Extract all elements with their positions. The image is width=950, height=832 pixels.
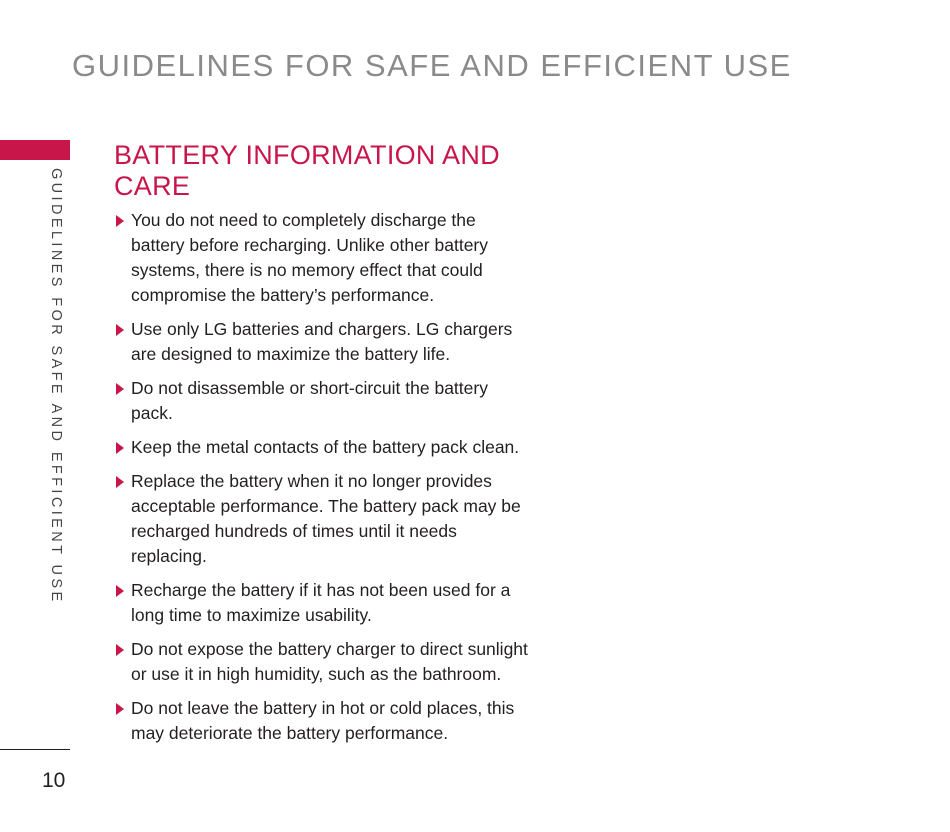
bullet-arrow-icon: [116, 476, 124, 488]
list-item-text: You do not need to completely discharge the battery before recharging. Unlike other battery systems, there is no memory effect that could compromise the battery’s performance.: [131, 210, 488, 305]
list-item-text: Replace the battery when it no longer provides acceptable performance. The battery pack may be recharged hundreds of times until it needs replacing.: [131, 471, 521, 566]
footer-divider: [0, 749, 70, 750]
bullet-arrow-icon: [116, 383, 124, 395]
list-item: [114, 637, 534, 687]
bullet-arrow-icon: [116, 585, 124, 597]
page-header-title: GUIDELINES FOR SAFE AND EFFICIENT USE: [72, 48, 792, 83]
list-item: [114, 469, 534, 569]
list-item-text: Do not leave the battery in hot or cold places, this may deteriorate the battery performance.: [131, 698, 515, 743]
list-item-text: Use only LG batteries and chargers. LG chargers are designed to maximize the battery life.: [131, 319, 513, 364]
bullet-arrow-icon: [116, 442, 124, 454]
list-item: [114, 208, 534, 308]
list-item: [114, 696, 534, 746]
bullet-arrow-icon: [116, 324, 124, 336]
list-item: [114, 317, 534, 367]
list-item: [114, 578, 534, 628]
bullet-arrow-icon: [116, 644, 124, 656]
section-title: BATTERY INFORMATION AND CARE: [114, 140, 500, 201]
list-item-text: Keep the metal contacts of the battery pack clean.: [131, 437, 520, 457]
bullet-list: [114, 208, 534, 746]
bullet-arrow-icon: [116, 703, 124, 715]
main-content: [114, 140, 534, 755]
list-item: [114, 435, 534, 460]
list-item-text: Do not disassemble or short-circuit the battery pack.: [131, 378, 488, 423]
side-accent-bar: [0, 140, 70, 160]
list-item: [114, 376, 534, 426]
list-item-text: Do not expose the battery charger to direct sunlight or use it in high humidity, such as the bathroom.: [131, 639, 528, 684]
bullet-arrow-icon: [116, 215, 124, 227]
page-number: 10: [42, 769, 66, 792]
list-item-text: Recharge the battery if it has not been used for a long time to maximize usability.: [131, 580, 511, 625]
side-tab-label: GUIDELINES FOR SAFE AND EFFICIENT USE: [48, 168, 64, 605]
